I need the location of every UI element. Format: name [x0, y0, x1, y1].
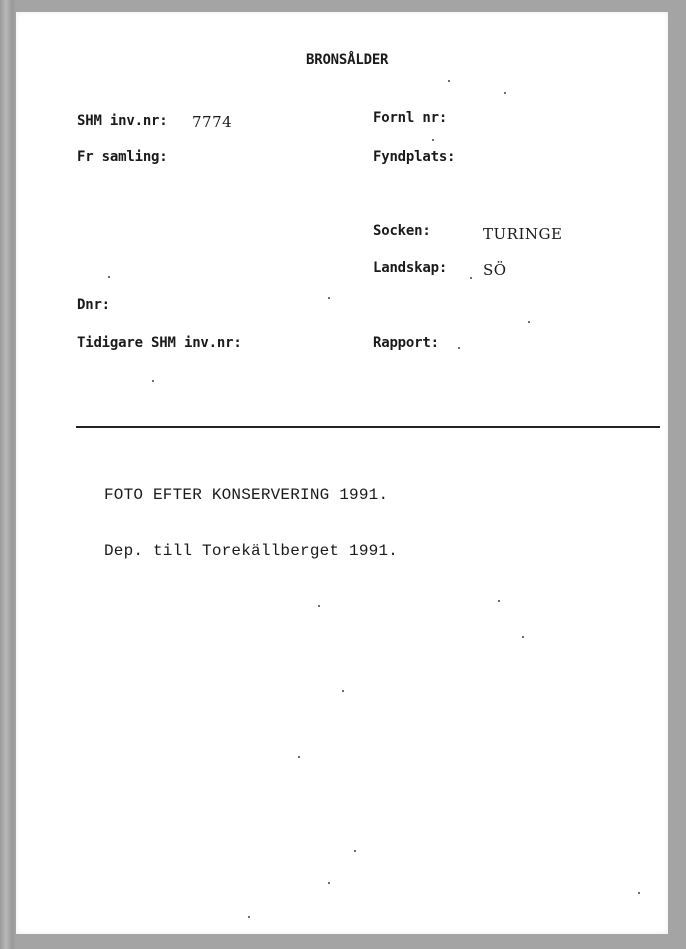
socken-label: Socken: [373, 223, 431, 239]
landskap-label: Landskap: [373, 260, 448, 276]
scan-speck [318, 605, 320, 607]
tidigare-shm-inv-label: Tidigare SHM inv.nr: [77, 335, 242, 351]
note-line-1: FOTO EFTER KONSERVERING 1991. [104, 486, 389, 504]
scan-speck [248, 916, 250, 918]
scan-speck [522, 636, 524, 638]
fyndplats-label: Fyndplats: [373, 149, 456, 165]
card-heading: BRONSÅLDER [306, 52, 389, 68]
shm-inv-label: SHM inv.nr: [77, 113, 168, 129]
scan-speck [354, 850, 356, 852]
section-divider [76, 426, 660, 428]
scan-speck [504, 92, 506, 94]
dnr-label: Dnr: [77, 297, 110, 313]
fornl-label: Fornl nr: [373, 110, 448, 126]
scan-speck [298, 756, 300, 758]
scan-speck [108, 276, 110, 278]
rapport-label: Rapport: [373, 335, 439, 351]
scan-speck [458, 347, 460, 349]
scan-speck [328, 882, 330, 884]
catalog-card [16, 12, 668, 934]
scan-speck [470, 277, 472, 279]
socken-value: TURINGE [483, 225, 563, 243]
scan-speck [638, 892, 640, 894]
scan-speck [432, 139, 434, 141]
note-line-2: Dep. till Torekällberget 1991. [104, 542, 399, 560]
scan-speck [448, 80, 450, 82]
scan-speck [152, 380, 154, 382]
scan-speck [328, 297, 330, 299]
shm-inv-value: 7774 [192, 113, 233, 131]
landskap-value: SÖ [483, 261, 507, 279]
fr-samling-label: Fr samling: [77, 149, 168, 165]
scan-speck [342, 690, 344, 692]
scan-speck [498, 600, 500, 602]
scan-speck [528, 321, 530, 323]
